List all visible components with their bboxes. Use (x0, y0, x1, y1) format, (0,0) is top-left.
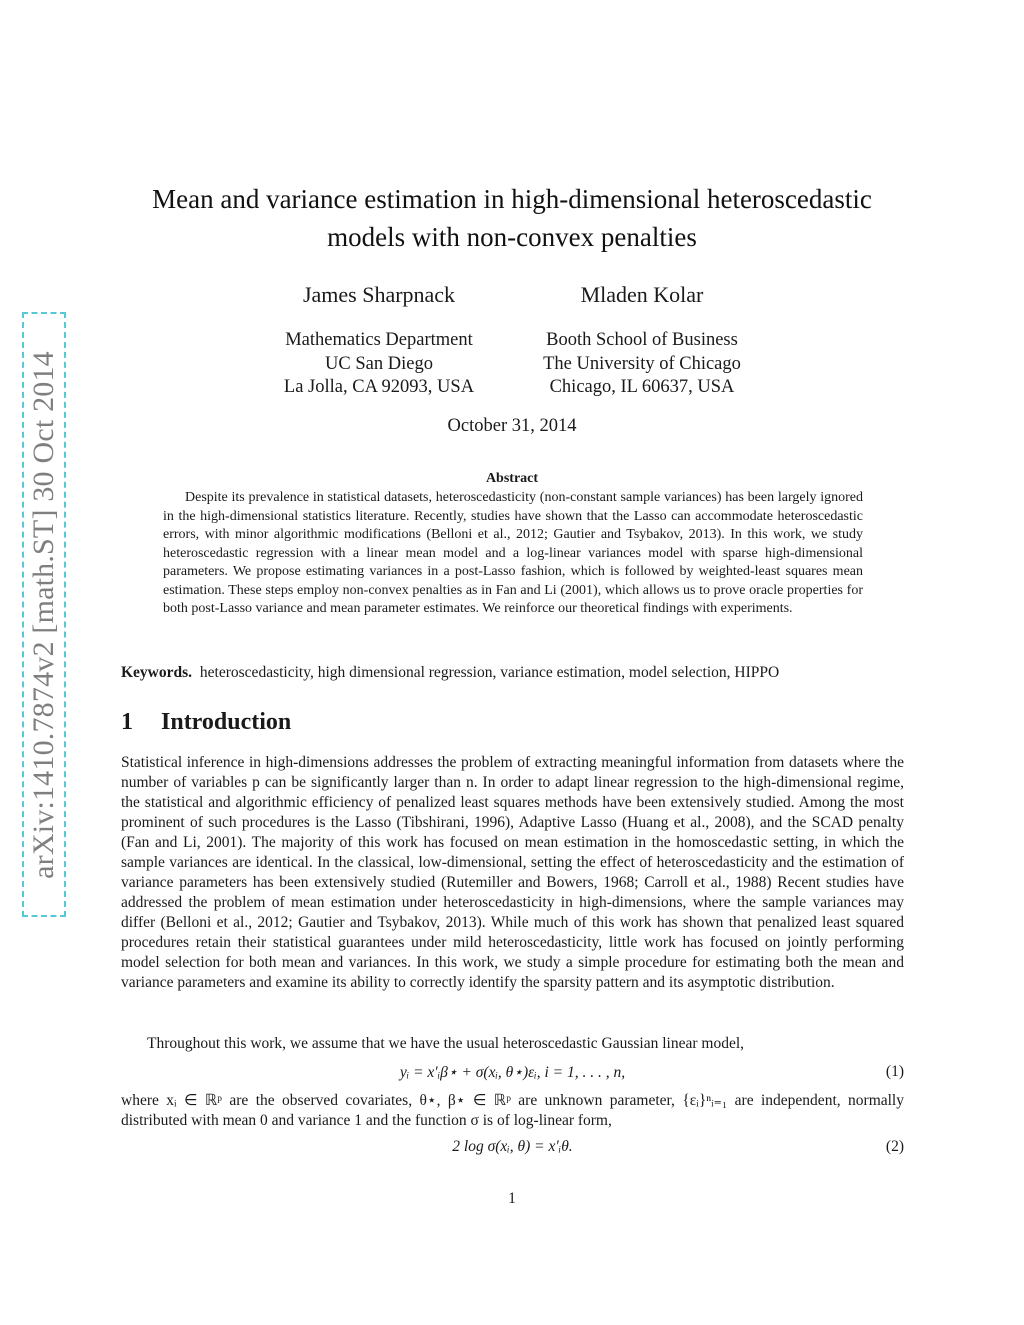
affiliation-line: La Jolla, CA 92093, USA (283, 377, 475, 397)
equation-number: (1) (885, 1063, 904, 1080)
equation-expression: yᵢ = x′ᵢβ⋆ + σ(xᵢ, θ⋆)εᵢ, i = 1, . . . , n, (399, 1064, 626, 1081)
intro-paragraph-1: Statistical inference in high-dimensions addresses the problem of extracting meaningful information from datasets where the number of variables p can be significantly larger than n. In order to adapt linear regression to the high-dimensional regime, the statistical and algorithmic efficiency of penalized least squares methods have been extensively studied. Among the most prominent of such procedures is the Lasso (Tibshirani, 1996), Adaptive Lasso (Huang et al., 2008), and the SCAD penalty (Fan and Li, 2001). The majority of this work has focused on mean estimation in the homoscedastic setting, in which the sample variances are identical. In the classical, low-dimensional, setting the effect of heteroscedasticity and the estimation of variance parameters has been extensively studied (Rutemiller and Bowers, 1968; Carroll et al., 1988) Recent studies have addressed the problem of mean estimation under heteroscedasticity in high-dimensions, where the sample variances may differ (Belloni et al., 2012; Gautier and Tsybakov, 2013). While much of this work has shown that penalized least squared procedures retain their statistical guarantees under mild heteroscedasticity, little work has focused on jointly performing model selection for both mean and variances. In this work, we study a simple procedure for estimating both the mean and variance parameters and examine its ability to correctly identify the sparsity pattern and its asymptotic distribution. (121, 754, 904, 991)
keywords (121, 664, 911, 682)
intro-paragraph-3: where xᵢ ∈ ℝᵖ are the observed covariates, θ⋆, β⋆ ∈ ℝᵖ are unknown parameter, {εᵢ}ⁿᵢ₌₁ are independent, normally distributed with mean 0 and variance 1 and the function σ is of log-linear form, (121, 1092, 904, 1129)
arxiv-stamp-text: arXiv:1410.7874v2 [math.ST] 30 Oct 2014 (27, 350, 60, 879)
keywords-label: Keywords. (121, 664, 193, 681)
author-affiliation (264, 329, 494, 400)
affiliation-line: The University of Chicago (543, 353, 741, 374)
affiliation-line: UC San Diego (325, 353, 433, 374)
paper-date: October 31, 2014 (447, 416, 577, 436)
equation-expression: 2 log σ(xᵢ, θ) = x′ᵢθ. (452, 1138, 573, 1155)
section-heading (121, 709, 291, 736)
author-affiliation (522, 329, 762, 400)
equation-1 (121, 1063, 904, 1085)
author-2 (522, 281, 762, 400)
equation-2 (121, 1138, 904, 1160)
abstract-heading: Abstract (485, 471, 539, 486)
section-number: 1 (121, 709, 133, 735)
affiliation-line: Mathematics Department (285, 330, 473, 350)
paper-title (110, 180, 914, 256)
abstract-text: Despite its prevalence in statistical datasets, heteroscedasticity (non-constant sample variances) has been largely ignored in the high-dimensional statistics literature. Recently, studies have shown that the Lasso can accommodate heteroscedastic errors, with minor algorithmic modifications (Belloni et al., 2012; Gautier and Tsybakov, 2013). In this work, we study heteroscedastic regression with a linear mean model and a log-linear variances model with sparse high-dimensional parameters. We propose estimating variances in a post-Lasso fashion, which is followed by weighted-least squares mean estimation. These steps employ non-convex penalties as in Fan and Li (2001), which allows us to prove oracle properties for both post-Lasso variance and mean parameter estimates. We reinforce our theoretical findings with experiments. (163, 490, 863, 616)
section-title: Introduction (161, 709, 292, 735)
intro-paragraph-2: Throughout this work, we assume that we have the usual heteroscedastic Gaussian linear model, (147, 1035, 745, 1052)
keywords-text: heteroscedasticity, high dimensional regression, variance estimation, model selection, HIPPO (199, 664, 780, 681)
author-1 (264, 281, 494, 400)
equation-number: (2) (885, 1138, 904, 1155)
arxiv-stamp (22, 312, 66, 917)
author-name: James Sharpnack (302, 282, 456, 307)
title-line-1: Mean and variance estimation in high-dimensional heteroscedastic (152, 184, 872, 214)
page-number: 1 (508, 1190, 516, 1207)
title-line-2: models with non-convex penalties (327, 222, 697, 252)
affiliation-line: Booth School of Business (546, 330, 738, 350)
author-name: Mladen Kolar (580, 282, 704, 307)
affiliation-line: Chicago, IL 60637, USA (549, 377, 735, 397)
